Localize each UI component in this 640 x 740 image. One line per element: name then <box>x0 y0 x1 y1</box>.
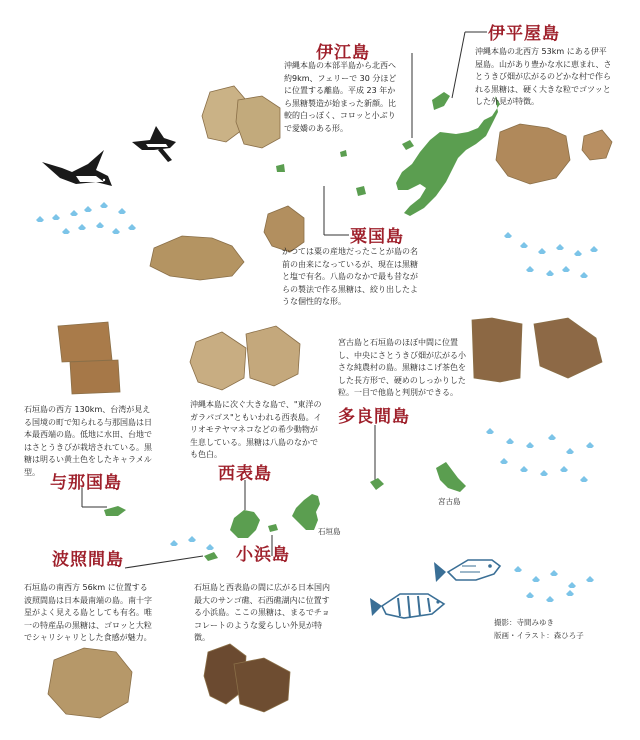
sugar-yonaguni-1 <box>58 322 112 362</box>
sugar-iheya-small <box>582 130 612 160</box>
wave-mark <box>170 540 178 546</box>
wave-mark <box>52 214 60 220</box>
wave-mark <box>574 250 582 256</box>
wave-mark <box>36 216 44 222</box>
wave-mark <box>586 576 594 582</box>
wave-mark <box>580 272 588 278</box>
ie-island <box>402 140 414 150</box>
kohama-island <box>268 524 278 532</box>
wave-mark <box>586 442 594 448</box>
wave-mark <box>546 596 554 602</box>
wave-mark <box>70 210 78 216</box>
credit-photo: 撮影：寺間みゆき <box>494 618 554 627</box>
wave-mark <box>84 206 92 212</box>
sugar-iriomote-2 <box>246 326 300 386</box>
wave-mark <box>548 434 556 440</box>
wave-mark <box>62 228 70 234</box>
fish-lower-illustration <box>370 594 444 618</box>
title-tarama: 多良間島 <box>338 407 410 427</box>
wave-mark <box>520 466 528 472</box>
sugar-iheya-large <box>496 124 570 184</box>
desc-iriomote: 沖縄本島に次ぐ大きな島で、"東洋のガラパゴス"ともいわれる西表島。イリオモテヤマネコなどの希少動物が生息している。黒糖は八島のなかでも色白。 <box>190 400 322 459</box>
wave-mark <box>562 266 570 272</box>
wave-mark <box>188 536 196 542</box>
desc-aguni: かつては粟の産地だったことが島の名前の由来になっているが、現在は黒糖と塩で有名。八島のなかで最も昔ながらの製法で作る黒糖は、絞り出したような個性的な形。 <box>282 247 418 306</box>
iriomote-island <box>230 510 260 538</box>
wave-mark <box>580 476 588 482</box>
sugar-hateruma <box>48 648 132 718</box>
title-iriomote: 西表島 <box>218 464 272 484</box>
wave-mark <box>112 228 120 234</box>
wave-mark <box>568 582 576 588</box>
kume-island <box>276 164 285 172</box>
title-iheya: 伊平屋島 <box>488 24 560 44</box>
wave-mark <box>526 442 534 448</box>
ishigaki-island <box>292 494 320 530</box>
wave-mark <box>546 270 554 276</box>
sugar-aguni-1 <box>150 236 244 280</box>
desc-ie: 沖縄本島の本部半島から北西へ約9km、フェリーで 30 分ほどに位置する離島。平成 23 年から黒糖製造が始まった新顔。比較的白っぽく、コロッと小ぶりで愛嬌のある形。 <box>284 61 397 133</box>
label-miyako: 宮古島 <box>438 497 461 506</box>
wave-mark <box>526 266 534 272</box>
desc-iheya: 沖縄本島の北西方 53km にある伊平屋島。山があり豊かな水に恵まれ、さとうきび畑が広がるのどかな村で作られる黒糖は、硬く大きな粒でゴツッとした外見が特徴。 <box>475 47 612 106</box>
yonaguni-island <box>104 506 126 516</box>
sugar-yonaguni-2 <box>70 360 120 394</box>
wave-mark <box>532 576 540 582</box>
wave-mark <box>540 470 548 476</box>
wave-mark <box>590 246 598 252</box>
wave-mark <box>526 592 534 598</box>
kerama-island <box>340 150 347 157</box>
wave-mark <box>500 458 508 464</box>
sugar-kohama-2 <box>234 658 290 712</box>
fish-upper-illustration <box>434 560 500 582</box>
title-yonaguni: 与那国島 <box>50 473 122 493</box>
wave-mark <box>486 428 494 434</box>
sugar-tarama-2 <box>534 318 602 378</box>
tarama-island <box>370 478 384 490</box>
wave-mark <box>100 202 108 208</box>
islands <box>104 92 500 561</box>
wave-mark <box>566 448 574 454</box>
desc-hateruma: 石垣島の南西方 56km に位置する波照間島は日本最南端の島。南十字星がよく見える島としても有名。唯一の特産品の黒糖は、ゴロッと大粒でシャリシャリとした食感が魅力。 <box>24 583 152 642</box>
wave-mark <box>520 242 528 248</box>
wave-mark <box>206 544 214 550</box>
wave-mark <box>550 570 558 576</box>
credit-illustration: 版画・イラスト：森ひろ子 <box>494 631 584 640</box>
wave-mark <box>514 566 522 572</box>
wave-mark <box>128 224 136 230</box>
desc-tarama: 宮古島と石垣島のほぼ中間に位置し、中央にさとうきび畑が広がる小さな純農村の島。黒糖はこげ茶色をした長方形で、硬めのしっかりした粒。一目で他島と判別ができる。 <box>338 338 466 397</box>
iheya-island <box>432 92 450 110</box>
fish-illustrations <box>370 560 500 618</box>
wave-mark <box>118 208 126 214</box>
wave-mark <box>504 232 512 238</box>
wave-mark <box>506 438 514 444</box>
sugar-iriomote-1 <box>190 332 246 390</box>
wave-mark <box>560 466 568 472</box>
label-ishigaki: 石垣島 <box>318 527 341 536</box>
hateruma-island <box>204 552 218 561</box>
desc-yonaguni: 石垣島の西方 130km、台湾が見える国境の町で知られる与那国島は日本最西端の島。低地に水田、台地ではさとうきびが栽培されている。黒糖は明るい黄土色をしたキャラメル型。 <box>24 405 152 477</box>
wave-mark <box>566 590 574 596</box>
sugar-tarama-1 <box>472 318 522 382</box>
wave-mark <box>538 248 546 254</box>
desc-kohama: 石垣島と西表島の間に広がる日本国内最大のサンゴ礁、石西礁湖内に位置する小浜島。ここの黒糖は、まるでチョコレートのような愛らしい外見が特徴。 <box>194 583 330 642</box>
wave-mark <box>556 244 564 250</box>
seagull-illustrations <box>42 126 176 186</box>
title-kohama: 小浜島 <box>236 545 290 565</box>
title-aguni: 粟国島 <box>350 227 404 247</box>
bird-right-illustration <box>132 126 176 162</box>
title-hateruma: 波照間島 <box>52 550 124 570</box>
sugar-ie-2 <box>236 96 280 148</box>
wave-mark <box>78 224 86 230</box>
wave-mark <box>96 222 104 228</box>
title-ie: 伊江島 <box>316 43 370 63</box>
miyako-island <box>436 462 466 492</box>
bird-left-illustration <box>42 150 112 186</box>
aguni-island <box>356 186 366 196</box>
